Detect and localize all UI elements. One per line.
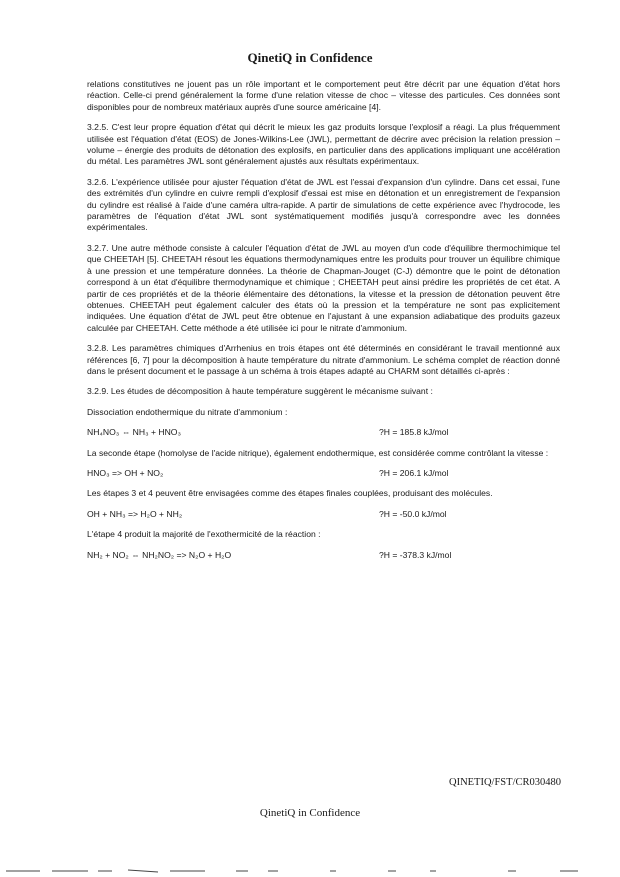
paragraph-3-2-5: 3.2.5. C'est leur propre équation d'état qui décrit le mieux les gaz produits lorsque l'explosif a réagi. La plus fréquemment utilisée est l'équation d'état (EOS) de Jones-Wilkins-Lee (JWL), permettant de décrire avec précision la relation pression – volume – énergie des produits de détonation des explosifs, en particulier dans des applications impliquant une accélération du métal. Les paramètres JWL sont généralement ajustés aux résultats expérimentaux. bbox=[87, 122, 560, 167]
step-2-intro: La seconde étape (homolyse de l'acide nitrique), également endothermique, est considérée comme contrôlant la vitesse : bbox=[87, 447, 549, 458]
equation-formula: HNO₃ => OH + NO₂ bbox=[87, 467, 164, 478]
equation-enthalpy: ?H = -378.3 kJ/mol bbox=[379, 549, 452, 560]
paragraph-3-2-6: 3.2.6. L'expérience utilisée pour ajuster l'équation d'état de JWL est l'essai d'expansion d'un cylindre. Dans cet essai, l'une des extrémités d'un cylindre en cuivre rempli d'explosif d'essai est mise en détonation et un enregistrement de l'expansion du cylindre est réalisé à l'aide d'une caméra ultra-rapide. A partir de simulations de cette expérience avec l'hydrocode, les paramètres de l'équation d'état JWL sont systématiquement modifiés jusqu'à correspondre avec les données expérimentales. bbox=[87, 176, 560, 233]
step-4-intro: L'étape 4 produit la majorité de l'exothermicité de la réaction : bbox=[87, 529, 321, 540]
paragraph-continuation: relations constitutives ne jouent pas un rôle important et le comportement peut être décrit par une équation d'état hors réaction. Celle-ci prend généralement la forme d'une relation vitesse de choc – vitesse des particules. Ces données sont disponibles pour de nombreux matériaux auprès d'une source américaine [4]. bbox=[87, 79, 560, 112]
step-3-intro: Les étapes 3 et 4 peuvent être envisagées comme des étapes finales couplées, produisant des molécules. bbox=[87, 488, 493, 499]
reaction-equation-3 bbox=[87, 509, 560, 520]
paragraph-3-2-8: 3.2.8. Les paramètres chimiques d'Arrhenius en trois étapes ont été déterminés en considérant le travail mentionné aux références [6, 7] pour la décomposition à haute température du nitrate d'ammonium. Le schéma complet de réaction donné dans le présent document et le passage à un schéma à trois étapes adapté au CHARM sont détaillés ci-après : bbox=[87, 343, 560, 376]
paragraph-3-2-9: 3.2.9. Les études de décomposition à haute température suggèrent le mécanisme suivant : bbox=[87, 386, 433, 397]
page-header: QinetiQ in Confidence bbox=[247, 50, 373, 65]
step-1-intro: Dissociation endothermique du nitrate d'ammonium : bbox=[87, 406, 288, 417]
equation-formula: OH + NH₃ => H₂O + NH₂ bbox=[87, 508, 183, 519]
page-footer: QinetiQ in Confidence bbox=[259, 807, 361, 819]
equation-formula: NH₂ + NO₂ ⇔ NH₂NO₂ => N₂O + H₂O bbox=[87, 549, 232, 560]
equation-formula: NH₄NO₃ ⇔ NH₃ + HNO₃ bbox=[87, 427, 181, 438]
document-reference: QINETIQ/FST/CR030480 bbox=[448, 777, 561, 788]
reaction-equation-2 bbox=[87, 468, 560, 479]
scan-edge-marks bbox=[0, 868, 620, 874]
paragraph-3-2-7: 3.2.7. Une autre méthode consiste à calculer l'équation d'état de JWL au moyen d'un code d'équilibre thermochimique tel que CHEETAH [5]. CHEETAH résout les équations thermodynamiques entre les produits pour trouver un équilibre chimique à une pression et une température données. La théorie de Chapman-Jouget (C-J) démontre que le point de détonation correspond à un état d'équilibre thermodynamique et chimique ; CHEETAH peut ainsi prédire les propriétés de cet état. A partir de ces propriétés et de la théorie élémentaire des détonations, la vitesse et la pression de détonation peuvent être obtenues. CHEETAH peut également calculer des états où la pression et la température ne sont pas explicitement indiquées. Une équation d'état de JWL peut être obtenue en l'ajustant à une expansion adiabatique des produits gazeux calculée par CHEETAH. Cette méthode a été utilisée ici pour le nitrate d'ammonium. bbox=[87, 242, 560, 333]
reaction-equation-1 bbox=[87, 427, 560, 438]
equation-enthalpy: ?H = 206.1 kJ/mol bbox=[379, 467, 449, 478]
equation-enthalpy: ?H = -50.0 kJ/mol bbox=[379, 508, 447, 519]
document-body bbox=[87, 79, 560, 570]
reaction-equation-4 bbox=[87, 550, 560, 561]
equation-enthalpy: ?H = 185.8 kJ/mol bbox=[379, 427, 449, 438]
